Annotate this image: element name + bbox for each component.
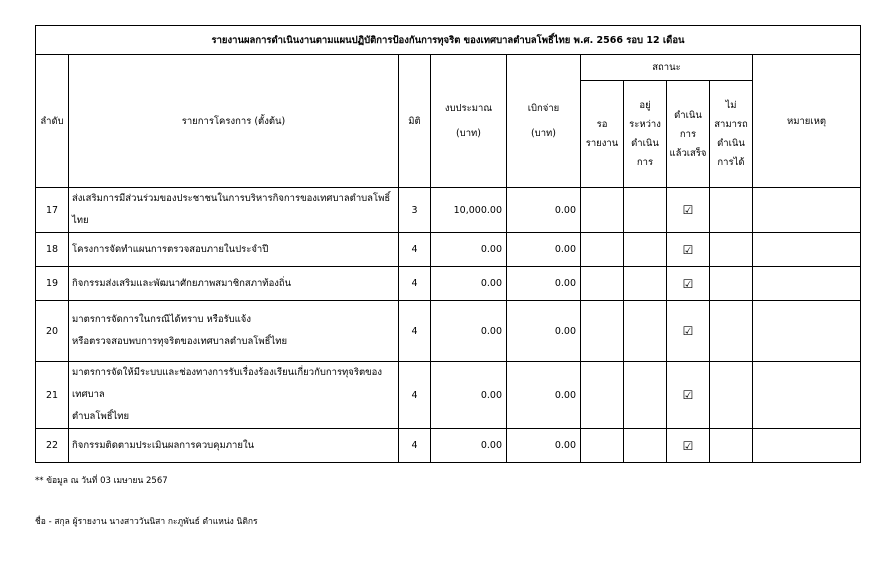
header-status-progress-l1: อยู่ (639, 100, 651, 111)
header-budget-line2: (บาท) (455, 128, 482, 139)
row-status-waiting (581, 267, 624, 301)
header-budget-line1: งบประมาณ (444, 103, 493, 114)
table-row (36, 301, 861, 362)
row-no: 19 (36, 267, 69, 301)
row-no: 20 (36, 301, 69, 362)
header-status-completed-l1: ดำเนิน (674, 109, 702, 121)
row-status-completed (667, 267, 710, 301)
row-dimension: 4 (399, 362, 431, 429)
header-status-completed (667, 81, 710, 188)
row-project (69, 267, 399, 301)
row-status-in-progress (624, 429, 667, 463)
row-status-in-progress (624, 188, 667, 233)
row-disbursed: 0.00 (507, 301, 581, 362)
row-status-completed (667, 429, 710, 463)
header-status-progress-l3: ดำเนิน (631, 138, 659, 149)
row-remarks (753, 233, 861, 267)
row-dimension: 4 (399, 429, 431, 463)
row-disbursed: 0.00 (507, 362, 581, 429)
row-status-completed (667, 301, 710, 362)
report-title: รายงานผลการดำเนินงานตามแผนปฏิบัติการป้องกันการทุจริต ของเทศบาลตำบลโพธิ์ไทย พ.ศ. 2566 รอบ 12 เดือน (36, 26, 861, 55)
row-project-line: กิจกรรมติดตามประเมินผลการควบคุมภายใน (72, 439, 255, 451)
report-table (35, 25, 861, 463)
header-disbursed (507, 55, 581, 188)
footnote-date: ** ข้อมูล ณ วันที่ 03 เมษายน 2567 (35, 476, 168, 486)
row-project-line: โครงการจัดทำแผนการตรวจสอบภายในประจำปี (72, 243, 269, 255)
row-remarks (753, 362, 861, 429)
row-dimension: 4 (399, 267, 431, 301)
row-status-unable (710, 188, 753, 233)
row-project-line: ส่งเสริมการมีส่วนร่วมของประชาชนในการบริหารกิจการของเทศบาลตำบลโพธิ์ไทย (72, 193, 391, 226)
row-budget: 0.00 (431, 429, 507, 463)
header-status-progress-l2: ระหว่าง (629, 119, 661, 130)
row-status-waiting (581, 362, 624, 429)
row-project-line: กิจกรรมส่งเสริมและพัฒนาศักยภาพสมาชิกสภาท้องถิ่น (72, 277, 292, 289)
checkbox-checked-icon: ☑ (682, 324, 694, 338)
row-project (69, 301, 399, 362)
row-status-unable (710, 233, 753, 267)
row-remarks (753, 188, 861, 233)
row-status-in-progress (624, 362, 667, 429)
row-no: 22 (36, 429, 69, 463)
header-status-unable-l3: ดำเนิน (717, 138, 745, 149)
checkbox-checked-icon: ☑ (682, 388, 694, 402)
table-row (36, 362, 861, 429)
row-status-waiting (581, 301, 624, 362)
table-row (36, 188, 861, 233)
header-disbursed-line2: (บาท) (530, 128, 557, 139)
row-project (69, 362, 399, 429)
row-dimension: 4 (399, 233, 431, 267)
row-status-unable (710, 301, 753, 362)
header-status-waiting-l2: รายงาน (585, 138, 619, 149)
header-status-in-progress (624, 81, 667, 188)
row-status-unable (710, 429, 753, 463)
row-disbursed: 0.00 (507, 188, 581, 233)
header-status: สถานะ (581, 55, 753, 81)
row-status-unable (710, 267, 753, 301)
row-no: 21 (36, 362, 69, 429)
row-no: 17 (36, 188, 69, 233)
header-no: ลำดับ (36, 55, 69, 188)
row-status-completed (667, 188, 710, 233)
row-project (69, 188, 399, 233)
header-disbursed-line1: เบิกจ่าย (527, 103, 560, 114)
header-remarks: หมายเหตุ (753, 55, 861, 188)
header-status-unable-l4: การได้ (717, 157, 745, 168)
row-disbursed: 0.00 (507, 267, 581, 301)
row-budget: 0.00 (431, 301, 507, 362)
row-disbursed: 0.00 (507, 233, 581, 267)
header-status-unable (710, 81, 753, 188)
header-status-unable-l1: ไม่ (725, 100, 737, 111)
row-project (69, 429, 399, 463)
row-project-line: ตำบลโพธิ์ไทย (72, 411, 130, 422)
row-project (69, 233, 399, 267)
row-budget: 0.00 (431, 362, 507, 429)
row-status-waiting (581, 233, 624, 267)
footnote-reporter: ชื่อ - สกุล ผู้รายงาน นางสาววันนิสา กะภูพันธ์ ตำแหน่ง นิติกร (35, 517, 258, 527)
row-status-completed (667, 233, 710, 267)
row-budget: 0.00 (431, 267, 507, 301)
row-project-line: มาตรการจัดให้มีระบบและช่องทางการรับเรื่องร้องเรียนเกี่ยวกับการทุจริตของเทศบาล (72, 367, 382, 400)
row-remarks (753, 429, 861, 463)
table-row (36, 429, 861, 463)
row-status-completed (667, 362, 710, 429)
row-project-line: มาตรการจัดการในกรณีได้ทราบ หรือรับแจ้ง (72, 314, 252, 325)
table-row (36, 233, 861, 267)
checkbox-checked-icon: ☑ (682, 438, 694, 453)
row-budget: 10,000.00 (431, 188, 507, 233)
row-dimension: 3 (399, 188, 431, 233)
row-project-line: หรือตรวจสอบพบการทุจริตของเทศบาลตำบลโพธิ์ไทย (72, 336, 288, 347)
header-budget (431, 55, 507, 188)
row-dimension: 4 (399, 301, 431, 362)
row-status-in-progress (624, 301, 667, 362)
header-project: รายการโครงการ (ตั้งต้น) (69, 55, 399, 188)
row-budget: 0.00 (431, 233, 507, 267)
header-status-progress-l4: การ (636, 157, 654, 168)
header-status-completed-l3: แล้วเสร็จ (669, 147, 707, 159)
header-status-completed-l2: การ (679, 128, 697, 140)
row-no: 18 (36, 233, 69, 267)
row-disbursed: 0.00 (507, 429, 581, 463)
checkbox-checked-icon: ☑ (682, 242, 694, 257)
header-dimension: มิติ (399, 55, 431, 188)
row-remarks (753, 301, 861, 362)
row-status-waiting (581, 429, 624, 463)
header-status-waiting (581, 81, 624, 188)
header-status-waiting-l1: รอ (596, 119, 608, 130)
checkbox-checked-icon: ☑ (682, 203, 694, 217)
row-remarks (753, 267, 861, 301)
row-status-in-progress (624, 267, 667, 301)
table-row (36, 267, 861, 301)
checkbox-checked-icon: ☑ (682, 276, 694, 291)
row-status-waiting (581, 188, 624, 233)
row-status-unable (710, 362, 753, 429)
row-status-in-progress (624, 233, 667, 267)
header-status-unable-l2: สามารถ (714, 119, 748, 130)
